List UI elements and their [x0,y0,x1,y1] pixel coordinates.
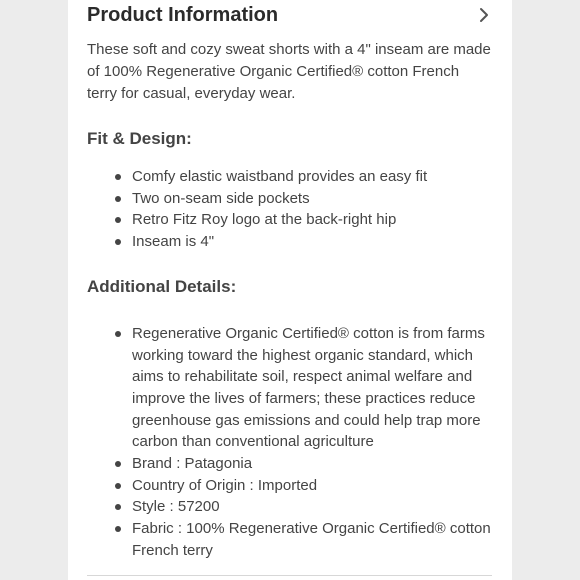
list-item [132,518,492,561]
list-item-text: Brand : Patagonia [132,455,253,473]
list-item-text: Regenerative Organic Certified® cotton is from farms working toward the highest organic standard, which aims to rehabilitate soil, respect animal welfare and improve the lives of farmers; these practices reduce greenhouse gas emissions and could help trap more carbon than conventional agriculture [132,324,485,451]
list-item [132,453,492,475]
bullet-dot [115,174,121,180]
bullet-dot [115,196,121,202]
list-item-text: Style : 57200 [132,498,220,516]
bullet-dot [115,526,121,532]
product-info-content [87,39,492,562]
section-divider [87,575,492,576]
fit-design-heading: Fit & Design: [87,129,192,148]
product-description: These soft and cozy sweat shorts with a 4" inseam are made of 100% Regenerative Organic Certified® cotton French terry for casual, everyday wear. [87,41,491,102]
list-item-text: Retro Fitz Roy logo at the back-right hip [132,211,397,229]
list-item [132,209,492,231]
list-item-text: Two on-seam side pockets [132,189,310,207]
product-info-panel [68,0,512,580]
list-item [132,188,492,210]
list-item-text: Country of Origin : Imported [132,476,318,494]
list-item [132,166,492,188]
bullet-dot [115,239,121,245]
fit-design-list [87,166,492,253]
product-info-header[interactable] [87,2,492,28]
additional-details-list [87,323,492,562]
list-item-text: Comfy elastic waistband provides an easy fit [132,168,428,185]
bullet-dot [115,331,121,337]
bullet-dot [115,461,121,467]
list-item [132,231,492,253]
list-item-text: Fabric : 100% Regenerative Organic Certified® cotton French terry [132,520,491,559]
list-item [132,496,492,518]
bullet-dot [115,504,121,510]
bullet-dot [115,217,121,223]
bullet-dot [115,483,121,489]
additional-details-heading: Additional Details: [87,276,237,296]
list-item [132,475,492,497]
panel-title: Product Information [87,4,279,26]
chevron-right-icon[interactable] [476,7,492,23]
list-item-text: Inseam is 4" [132,233,215,251]
list-item [132,323,492,453]
